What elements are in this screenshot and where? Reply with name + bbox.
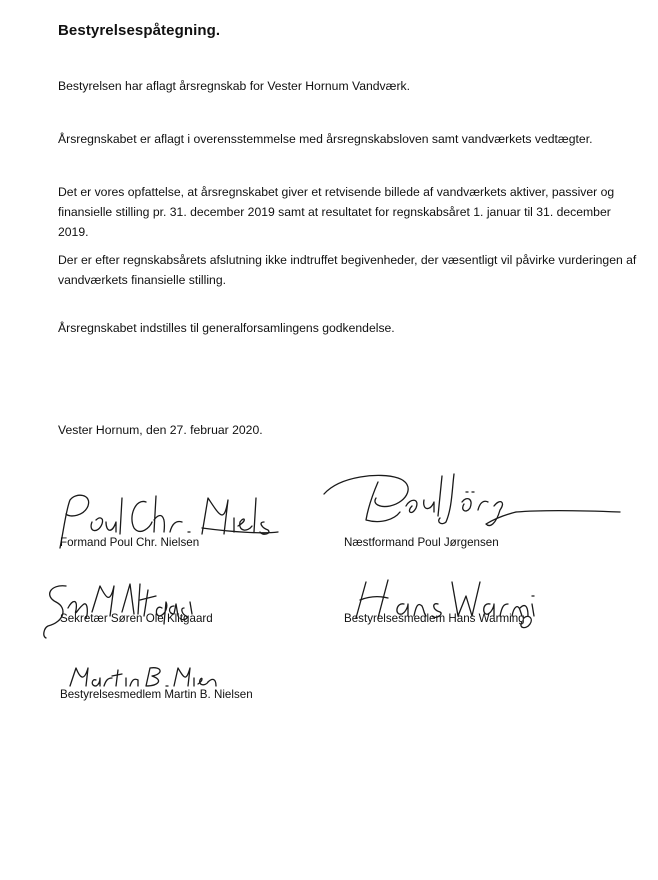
signature-poul-jorgensen <box>320 468 640 530</box>
signatory-label-formand: Formand Poul Chr. Nielsen <box>60 536 200 549</box>
signatory-label-naestformand: Næstformand Poul Jørgensen <box>344 536 499 549</box>
signature-soren-ole-klitgaard <box>40 578 200 642</box>
paragraph-2: Årsregnskabet er aflagt i overensstemmelse med årsregnskabsloven samt vandværkets vedtægter. <box>58 132 593 146</box>
paragraph-3: Det er vores opfattelse, at årsregnskabet giver et retvisende billede af vandværkets aktiver, passiver og finansielle stilling pr. 31. december 2019 samt at resultatet for regnskabsåret 1. januar til 31. december 2019. <box>58 185 615 239</box>
paragraph-5: Årsregnskabet indstilles til generalforsamlingens godkendelse. <box>58 321 395 335</box>
document-title: Bestyrelsespåtegning. <box>58 22 221 39</box>
signatory-label-martin-b-nielsen: Bestyrelsesmedlem Martin B. Nielsen <box>60 688 253 701</box>
signatory-label-hans-warming: Bestyrelsesmedlem Hans Warming <box>344 612 525 625</box>
place-date: Vester Hornum, den 27. februar 2020. <box>58 423 263 437</box>
signatory-label-sekretaer: Sekretær Søren Ole Klitgaard <box>60 612 213 625</box>
paragraph-4: Der er efter regnskabsårets afslutning ikke indtruffet begivenheder, der væsentligt vil påvirke vurderingen af vandværkets finansielle stilling. <box>58 253 637 287</box>
paragraph-1: Bestyrelsen har aflagt årsregnskab for Vester Hornum Vandværk. <box>58 79 411 93</box>
